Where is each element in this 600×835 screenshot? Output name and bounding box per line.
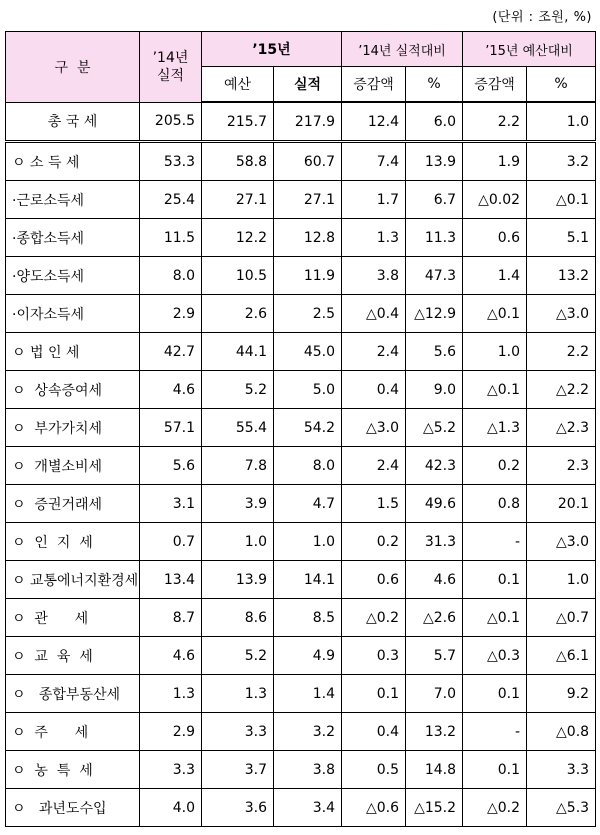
cell-f: - <box>463 523 527 561</box>
table-row <box>6 219 596 257</box>
cell-d: 0.3 <box>342 637 406 675</box>
cell-c: 2.5 <box>274 295 342 333</box>
cell-d: △3.0 <box>342 409 406 447</box>
row-label: ㅇ 부가가치세 <box>6 409 140 447</box>
cell-a: 2.9 <box>140 295 202 333</box>
cell-f: △0.3 <box>463 637 527 675</box>
cell-b: 3.7 <box>202 751 274 789</box>
cell-d: 0.4 <box>342 371 406 409</box>
table-row <box>6 102 596 142</box>
cell-g: △3.0 <box>527 295 596 333</box>
cell-b: 44.1 <box>202 333 274 371</box>
cell-f: △0.02 <box>463 181 527 219</box>
cell-f: △0.2 <box>463 789 527 827</box>
cell-f: 2.2 <box>463 102 527 142</box>
cell-e: 47.3 <box>406 257 463 295</box>
cell-g: 1.0 <box>527 102 596 142</box>
cell-b: 2.6 <box>202 295 274 333</box>
cell-e: △2.6 <box>406 599 463 637</box>
row-label: ㅇ 과년도수입 <box>6 789 140 827</box>
row-label: ·이자소득세 <box>6 295 140 333</box>
row-label: ㅇ 상속증여세 <box>6 371 140 409</box>
header-vs14-diff: 증감액 <box>342 67 406 103</box>
table-row <box>6 561 596 599</box>
row-label: 총 국 세 <box>6 102 140 142</box>
table-row <box>6 751 596 789</box>
cell-f: 1.4 <box>463 257 527 295</box>
cell-c: 4.9 <box>274 637 342 675</box>
cell-e: △12.9 <box>406 295 463 333</box>
cell-a: 4.6 <box>140 637 202 675</box>
cell-d: 0.6 <box>342 561 406 599</box>
cell-g: 1.0 <box>527 561 596 599</box>
header-2015-actual: 실적 <box>274 67 342 103</box>
cell-b: 58.8 <box>202 142 274 181</box>
unit-label: (단위 : 조원, %) <box>492 10 592 25</box>
cell-c: 54.2 <box>274 409 342 447</box>
cell-d: 0.2 <box>342 523 406 561</box>
cell-c: 5.0 <box>274 371 342 409</box>
row-label: ㅇ 농 특 세 <box>6 751 140 789</box>
cell-c: 4.7 <box>274 485 342 523</box>
cell-f: 1.9 <box>463 142 527 181</box>
row-label: ·양도소득세 <box>6 257 140 295</box>
cell-b: 3.6 <box>202 789 274 827</box>
cell-d: 3.8 <box>342 257 406 295</box>
cell-b: 1.3 <box>202 675 274 713</box>
cell-b: 5.2 <box>202 637 274 675</box>
cell-a: 3.1 <box>140 485 202 523</box>
cell-d: 7.4 <box>342 142 406 181</box>
cell-a: 8.0 <box>140 257 202 295</box>
cell-c: 14.1 <box>274 561 342 599</box>
cell-c: 45.0 <box>274 333 342 371</box>
row-label: ㅇ 관 세 <box>6 599 140 637</box>
cell-f: - <box>463 713 527 751</box>
cell-e: 11.3 <box>406 219 463 257</box>
cell-f: 0.8 <box>463 485 527 523</box>
cell-d: 1.5 <box>342 485 406 523</box>
cell-e: 5.6 <box>406 333 463 371</box>
table-row <box>6 371 596 409</box>
cell-d: 1.7 <box>342 181 406 219</box>
cell-e: 31.3 <box>406 523 463 561</box>
cell-c: 27.1 <box>274 181 342 219</box>
cell-b: 215.7 <box>202 102 274 142</box>
cell-g: 2.2 <box>527 333 596 371</box>
cell-c: 12.8 <box>274 219 342 257</box>
cell-a: 1.3 <box>140 675 202 713</box>
table-row <box>6 409 596 447</box>
cell-e: 13.2 <box>406 713 463 751</box>
row-label: ㅇ 교통에너지환경세 <box>6 561 140 599</box>
cell-g: 13.2 <box>527 257 596 295</box>
cell-d: 0.1 <box>342 675 406 713</box>
table-row <box>6 142 596 181</box>
row-label: ·근로소득세 <box>6 181 140 219</box>
cell-d: 2.4 <box>342 333 406 371</box>
cell-a: 8.7 <box>140 599 202 637</box>
cell-g: 5.1 <box>527 219 596 257</box>
table-row <box>6 713 596 751</box>
cell-g: 9.2 <box>527 675 596 713</box>
header-vs14-pct: % <box>406 67 463 103</box>
cell-g: △0.1 <box>527 181 596 219</box>
cell-g: △2.3 <box>527 409 596 447</box>
tax-revenue-table <box>5 31 596 827</box>
cell-f: △0.1 <box>463 295 527 333</box>
table-row <box>6 333 596 371</box>
cell-b: 13.9 <box>202 561 274 599</box>
row-label: ·종합소득세 <box>6 219 140 257</box>
cell-b: 3.9 <box>202 485 274 523</box>
cell-b: 1.0 <box>202 523 274 561</box>
cell-f: △0.1 <box>463 599 527 637</box>
table-row <box>6 485 596 523</box>
cell-g: △6.1 <box>527 637 596 675</box>
header-2015: ’15년 <box>202 32 342 67</box>
cell-e: 9.0 <box>406 371 463 409</box>
cell-c: 3.2 <box>274 713 342 751</box>
cell-b: 55.4 <box>202 409 274 447</box>
table-row <box>6 789 596 827</box>
cell-c: 8.5 <box>274 599 342 637</box>
cell-c: 11.9 <box>274 257 342 295</box>
header-vs-2015-budget: ’15년 예산대비 <box>463 32 596 67</box>
cell-g: 20.1 <box>527 485 596 523</box>
table-row <box>6 523 596 561</box>
header-vs-2014-actual: ’14년 실적대비 <box>342 32 463 67</box>
cell-c: 60.7 <box>274 142 342 181</box>
cell-a: 53.3 <box>140 142 202 181</box>
cell-a: 0.7 <box>140 523 202 561</box>
cell-a: 25.4 <box>140 181 202 219</box>
cell-e: 6.7 <box>406 181 463 219</box>
cell-a: 13.4 <box>140 561 202 599</box>
cell-d: 0.4 <box>342 713 406 751</box>
cell-g: 3.3 <box>527 751 596 789</box>
row-label: ㅇ 인 지 세 <box>6 523 140 561</box>
cell-b: 3.3 <box>202 713 274 751</box>
cell-b: 12.2 <box>202 219 274 257</box>
table-row <box>6 675 596 713</box>
cell-f: 1.0 <box>463 333 527 371</box>
cell-f: 0.1 <box>463 751 527 789</box>
cell-e: 13.9 <box>406 142 463 181</box>
cell-e: 6.0 <box>406 102 463 142</box>
cell-c: 8.0 <box>274 447 342 485</box>
row-label: ㅇ 법 인 세 <box>6 333 140 371</box>
cell-g: △2.2 <box>527 371 596 409</box>
table-row <box>6 257 596 295</box>
header-2014-actual: ’14년 실적 <box>140 32 202 103</box>
cell-c: 217.9 <box>274 102 342 142</box>
table-row <box>6 295 596 333</box>
cell-b: 10.5 <box>202 257 274 295</box>
cell-d: △0.4 <box>342 295 406 333</box>
cell-e: 42.3 <box>406 447 463 485</box>
row-label: ㅇ 교 육 세 <box>6 637 140 675</box>
cell-a: 5.6 <box>140 447 202 485</box>
cell-e: 49.6 <box>406 485 463 523</box>
cell-g: △3.0 <box>527 523 596 561</box>
header-vs15-diff: 증감액 <box>463 67 527 103</box>
cell-a: 4.0 <box>140 789 202 827</box>
cell-e: 5.7 <box>406 637 463 675</box>
row-label: ㅇ 주 세 <box>6 713 140 751</box>
cell-e: △15.2 <box>406 789 463 827</box>
cell-g: 3.2 <box>527 142 596 181</box>
cell-c: 3.8 <box>274 751 342 789</box>
cell-g: △0.7 <box>527 599 596 637</box>
cell-a: 57.1 <box>140 409 202 447</box>
cell-f: 0.1 <box>463 561 527 599</box>
cell-b: 8.6 <box>202 599 274 637</box>
cell-c: 1.0 <box>274 523 342 561</box>
cell-g: △0.8 <box>527 713 596 751</box>
cell-d: △0.2 <box>342 599 406 637</box>
table-row <box>6 181 596 219</box>
cell-c: 1.4 <box>274 675 342 713</box>
table-row <box>6 637 596 675</box>
header-2015-budget: 예산 <box>202 67 274 103</box>
cell-f: △0.1 <box>463 371 527 409</box>
cell-g: △5.3 <box>527 789 596 827</box>
cell-e: 14.8 <box>406 751 463 789</box>
cell-a: 11.5 <box>140 219 202 257</box>
header-vs15-pct: % <box>527 67 596 103</box>
cell-b: 27.1 <box>202 181 274 219</box>
cell-a: 2.9 <box>140 713 202 751</box>
table-row <box>6 599 596 637</box>
table-body <box>6 102 596 827</box>
row-label: ㅇ 소 득 세 <box>6 142 140 181</box>
cell-e: △5.2 <box>406 409 463 447</box>
cell-d: △0.6 <box>342 789 406 827</box>
cell-d: 2.4 <box>342 447 406 485</box>
cell-f: △1.3 <box>463 409 527 447</box>
cell-a: 3.3 <box>140 751 202 789</box>
header-category: 구 분 <box>6 32 140 103</box>
cell-b: 7.8 <box>202 447 274 485</box>
cell-g: 2.3 <box>527 447 596 485</box>
cell-d: 0.5 <box>342 751 406 789</box>
row-label: ㅇ 증권거래세 <box>6 485 140 523</box>
cell-c: 3.4 <box>274 789 342 827</box>
cell-e: 7.0 <box>406 675 463 713</box>
cell-a: 205.5 <box>140 102 202 142</box>
row-label: ㅇ 개별소비세 <box>6 447 140 485</box>
table-row <box>6 447 596 485</box>
cell-d: 12.4 <box>342 102 406 142</box>
cell-a: 4.6 <box>140 371 202 409</box>
row-label: ㅇ 종합부동산세 <box>6 675 140 713</box>
cell-f: 0.2 <box>463 447 527 485</box>
cell-e: 4.6 <box>406 561 463 599</box>
cell-f: 0.1 <box>463 675 527 713</box>
cell-d: 1.3 <box>342 219 406 257</box>
cell-b: 5.2 <box>202 371 274 409</box>
cell-f: 0.6 <box>463 219 527 257</box>
cell-a: 42.7 <box>140 333 202 371</box>
